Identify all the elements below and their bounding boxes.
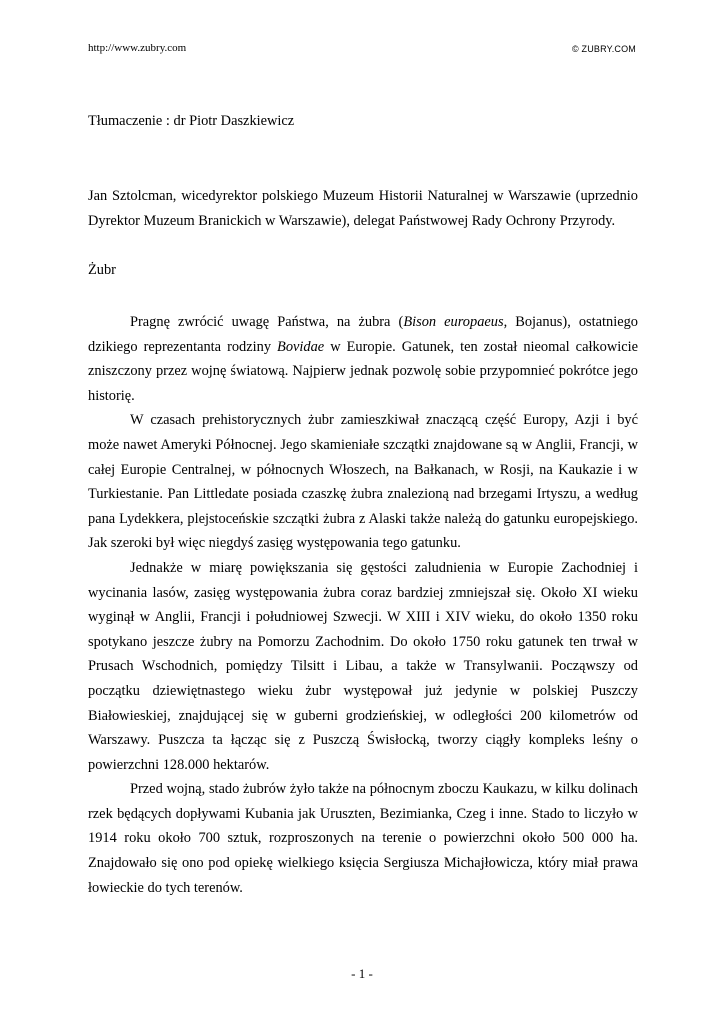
body-text <box>88 310 638 900</box>
paragraph-1-part1: Pragnę zwrócić uwagę Państwa, na żubra ( <box>130 314 404 330</box>
paragraph-1-part3: w Europie. Gatunek, ten został nieomal całkowicie zniszczony przez wojnę światową. Najpierw jednak pozwolę sobie przypomnieć pokrótce jego historię. <box>88 338 639 404</box>
header-copyright: © ZUBRY.COM <box>571 44 636 54</box>
family-name-italic: Bovidae <box>277 338 325 355</box>
document-title: Żubr <box>88 262 116 278</box>
paragraph-4: Przed wojną, stado żubrów żyło także na północnym zboczu Kaukazu, w kilku dolinach rzek będących dopływami Kubania jak Uruszten, Bezimianka, Czeg i inne. Stado to liczyło w 1914 roku około 700 sztuk, rozproszonych na terenie o powierzchni około 500 000 ha. Znajdowało się ono pod opiekę wielkiego księcia Sergiusza Michajłowicza, który miał prawa łowieckie do tych terenów. <box>88 781 638 896</box>
species-name-italic: Bison europaeus <box>403 314 504 330</box>
paragraph-1 <box>88 310 638 408</box>
paragraph-2: W czasach prehistorycznych żubr zamieszkiwał znaczącą część Europy, Azji i być może nawet Ameryki Północnej. Jego skamieniałe szczątki znajdowane są w Anglii, Francji, w całej Europie Centralnej, w północnych Włoszech, na Bałkanach, w Rosji, na Kaukazie i w Turkiestanie. Pan Littledate posiada czaszkę żubra znalezioną nad brzegami Irtyszu, a według pana Lydekkera, plejstoceńskie szczątki żubra z Alaski także należą do gatunku europejskiego. Jak szeroki był więc niegdyś zasięg występowania tego gatunku. <box>88 412 638 552</box>
page-number: - 1 - <box>351 966 373 981</box>
paragraph-1-part2: , Bojanus), ostatniego dzikiego reprezentanta rodziny <box>88 314 639 355</box>
translation-credit: Tłumaczenie : dr Piotr Daszkiewicz <box>88 113 295 129</box>
author-intro: Jan Sztolcman, wicedyrektor polskiego Muzeum Historii Naturalnej w Warszawie (uprzednio Dyrektor Muzeum Branickich w Warszawie), delegat Państwowej Rady Ochrony Przyrody. <box>88 188 638 229</box>
header-url: http://www.zubry.com <box>88 42 187 54</box>
paragraph-3: Jednakże w miarę powiększania się gęstości zaludnienia w Europie Zachodniej i wycinania lasów, zasięg występowania żubra coraz bardziej zmniejszał się. Około XI wieku wyginął w Anglii, Francji i południowej Szwecji. W XIII i XIV wieku, do około 1350 roku spotykano jeszcze żubry na Pomorzu Zachodnim. Do około 1750 roku gatunek ten trwał w Prusach Wschodnich, pomiędzy Tilsitt i Libau, a także w Transylwanii. Począwszy od początku dziewiętnastego wieku żubr występował już jedynie w polskiej Puszczy Białowieskiej, znajdującej się w guberni grodzieńskiej, w odległości 200 kilometrów od Warszawy. Puszcza ta łącząc się z Puszczą Świsłocką, tworzy ciągły kompleks leśny o powierzchni 128.000 hektarów. <box>88 559 638 773</box>
